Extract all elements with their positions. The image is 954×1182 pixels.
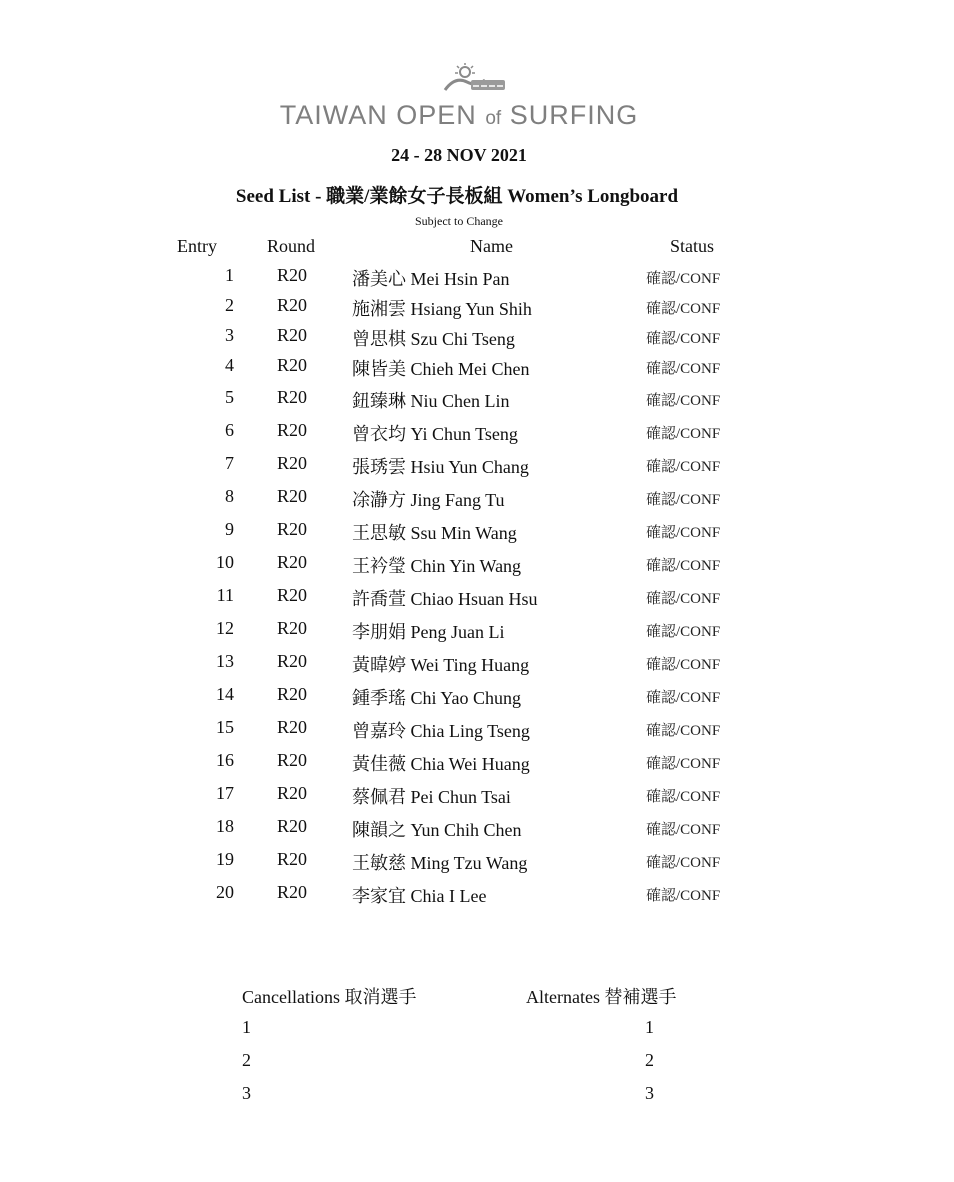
entry-cell: 4 xyxy=(225,355,234,375)
table-row xyxy=(0,681,954,714)
table-row xyxy=(0,648,954,681)
name-cell: 王敏慈 Ming Tzu Wang xyxy=(352,853,528,873)
page-subtitle: Subject to Change xyxy=(415,214,503,228)
event-logo xyxy=(0,62,954,101)
entry-cell: 16 xyxy=(216,750,234,770)
name-cell: 施湘雲 Hsiang Yun Shih xyxy=(352,299,532,319)
table-row xyxy=(0,879,954,912)
status-cell: 確認/CONF xyxy=(646,426,721,442)
alternate-slot: 2 xyxy=(645,1050,654,1070)
round-cell: R20 xyxy=(277,783,308,803)
entry-cell: 20 xyxy=(216,882,234,902)
cancellations-heading: Cancellations 取消選手 xyxy=(242,987,417,1007)
status-cell: 確認/CONF xyxy=(646,822,721,838)
table-row xyxy=(0,813,954,846)
round-cell: R20 xyxy=(277,618,308,638)
round-cell: R20 xyxy=(277,265,308,285)
status-cell: 確認/CONF xyxy=(646,789,721,805)
table-row xyxy=(0,549,954,582)
table-row xyxy=(0,780,954,813)
name-cell: 黃佳薇 Chia Wei Huang xyxy=(352,754,530,774)
entry-cell: 13 xyxy=(216,651,234,671)
round-cell: R20 xyxy=(277,453,308,473)
status-cell: 確認/CONF xyxy=(646,723,721,739)
table-row xyxy=(0,450,954,483)
entry-cell: 2 xyxy=(225,295,234,315)
status-cell: 確認/CONF xyxy=(646,492,721,508)
round-cell: R20 xyxy=(277,552,308,572)
status-cell: 確認/CONF xyxy=(646,361,721,377)
column-header-round: Round xyxy=(267,236,316,256)
name-cell: 李家宜 Chia I Lee xyxy=(352,886,487,906)
table-row xyxy=(0,747,954,780)
entry-cell: 9 xyxy=(225,519,234,539)
status-cell: 確認/CONF xyxy=(646,591,721,607)
entry-cell: 14 xyxy=(216,684,234,704)
round-cell: R20 xyxy=(277,882,308,902)
alternates-heading: Alternates 替補選手 xyxy=(526,987,677,1007)
cancellations-list xyxy=(242,1017,251,1116)
round-cell: R20 xyxy=(277,295,308,315)
table-row xyxy=(0,582,954,615)
table-row xyxy=(0,322,954,355)
round-cell: R20 xyxy=(277,585,308,605)
round-cell: R20 xyxy=(277,849,308,869)
table-row xyxy=(0,384,954,417)
entry-cell: 17 xyxy=(216,783,234,803)
round-cell: R20 xyxy=(277,816,308,836)
table-row xyxy=(0,292,954,325)
name-cell: 王思敏 Ssu Min Wang xyxy=(352,523,517,543)
logo-emblem-icon xyxy=(441,62,513,96)
entry-cell: 18 xyxy=(216,816,234,836)
entry-cell: 11 xyxy=(216,585,234,605)
name-cell: 凃瀞方 Jing Fang Tu xyxy=(352,490,505,510)
page-title: Seed List - 職業/業餘女子長板組 Women’s Longboard xyxy=(235,186,679,207)
table-row xyxy=(0,846,954,879)
name-cell: 李朋娟 Peng Juan Li xyxy=(352,622,505,642)
event-name-main: TAIWAN OPEN xyxy=(279,100,477,130)
alternate-slot: 1 xyxy=(645,1017,654,1037)
name-cell: 蔡佩君 Pei Chun Tsai xyxy=(352,787,511,807)
round-cell: R20 xyxy=(277,387,308,407)
status-cell: 確認/CONF xyxy=(646,393,721,409)
status-cell: 確認/CONF xyxy=(646,657,721,673)
status-cell: 確認/CONF xyxy=(646,459,721,475)
status-cell: 確認/CONF xyxy=(646,624,721,640)
name-cell: 曾衣均 Yi Chun Tseng xyxy=(352,424,518,444)
round-cell: R20 xyxy=(277,486,308,506)
entry-cell: 15 xyxy=(216,717,234,737)
entry-cell: 12 xyxy=(216,618,234,638)
status-cell: 確認/CONF xyxy=(646,690,721,706)
entry-cell: 5 xyxy=(225,387,234,407)
name-cell: 鍾季瑤 Chi Yao Chung xyxy=(352,688,522,708)
table-row xyxy=(0,352,954,385)
table-row xyxy=(0,714,954,747)
round-cell: R20 xyxy=(277,651,308,671)
table-row xyxy=(0,516,954,549)
name-cell: 張琇雲 Hsiu Yun Chang xyxy=(352,457,529,477)
name-cell: 王衿瑩 Chin Yin Wang xyxy=(352,556,522,576)
round-cell: R20 xyxy=(277,750,308,770)
cancellation-slot: 3 xyxy=(242,1083,251,1103)
name-cell: 潘美心 Mei Hsin Pan xyxy=(352,269,510,289)
alternate-slot: 3 xyxy=(645,1083,654,1103)
round-cell: R20 xyxy=(277,684,308,704)
status-cell: 確認/CONF xyxy=(646,301,721,317)
table-row xyxy=(0,262,954,295)
name-cell: 許喬萱 Chiao Hsuan Hsu xyxy=(352,589,538,609)
name-cell: 鈕臻琳 Niu Chen Lin xyxy=(352,391,510,411)
round-cell: R20 xyxy=(277,355,308,375)
cancellation-slot: 1 xyxy=(242,1017,251,1037)
status-cell: 確認/CONF xyxy=(646,525,721,541)
event-date: 24 - 28 NOV 2021 xyxy=(391,145,527,165)
event-name-of: of xyxy=(485,108,502,129)
column-header-entry: Entry xyxy=(177,236,217,256)
column-header-name: Name xyxy=(470,236,513,256)
status-cell: 確認/CONF xyxy=(646,756,721,772)
status-cell: 確認/CONF xyxy=(646,558,721,574)
cancellation-slot: 2 xyxy=(242,1050,251,1070)
status-cell: 確認/CONF xyxy=(646,888,721,904)
status-cell: 確認/CONF xyxy=(646,331,721,347)
round-cell: R20 xyxy=(277,717,308,737)
entry-cell: 6 xyxy=(225,420,234,440)
entry-cell: 10 xyxy=(216,552,234,572)
alternates-list xyxy=(645,1017,654,1116)
name-cell: 曾嘉玲 Chia Ling Tseng xyxy=(352,721,530,741)
event-name-end: SURFING xyxy=(509,100,639,130)
name-cell: 黃暐婷 Wei Ting Huang xyxy=(352,655,530,675)
entry-cell: 3 xyxy=(225,325,234,345)
event-name xyxy=(0,100,918,131)
status-cell: 確認/CONF xyxy=(646,271,721,287)
entry-cell: 19 xyxy=(216,849,234,869)
round-cell: R20 xyxy=(277,420,308,440)
table-row xyxy=(0,615,954,648)
entry-cell: 8 xyxy=(225,486,234,506)
name-cell: 曾思棋 Szu Chi Tseng xyxy=(352,329,515,349)
round-cell: R20 xyxy=(277,325,308,345)
table-row xyxy=(0,417,954,450)
name-cell: 陳皆美 Chieh Mei Chen xyxy=(352,359,530,379)
round-cell: R20 xyxy=(277,519,308,539)
status-cell: 確認/CONF xyxy=(646,855,721,871)
table-row xyxy=(0,483,954,516)
name-cell: 陳韻之 Yun Chih Chen xyxy=(352,820,522,840)
entry-cell: 1 xyxy=(225,265,234,285)
entry-cell: 7 xyxy=(225,453,234,473)
column-header-status: Status xyxy=(670,236,715,256)
